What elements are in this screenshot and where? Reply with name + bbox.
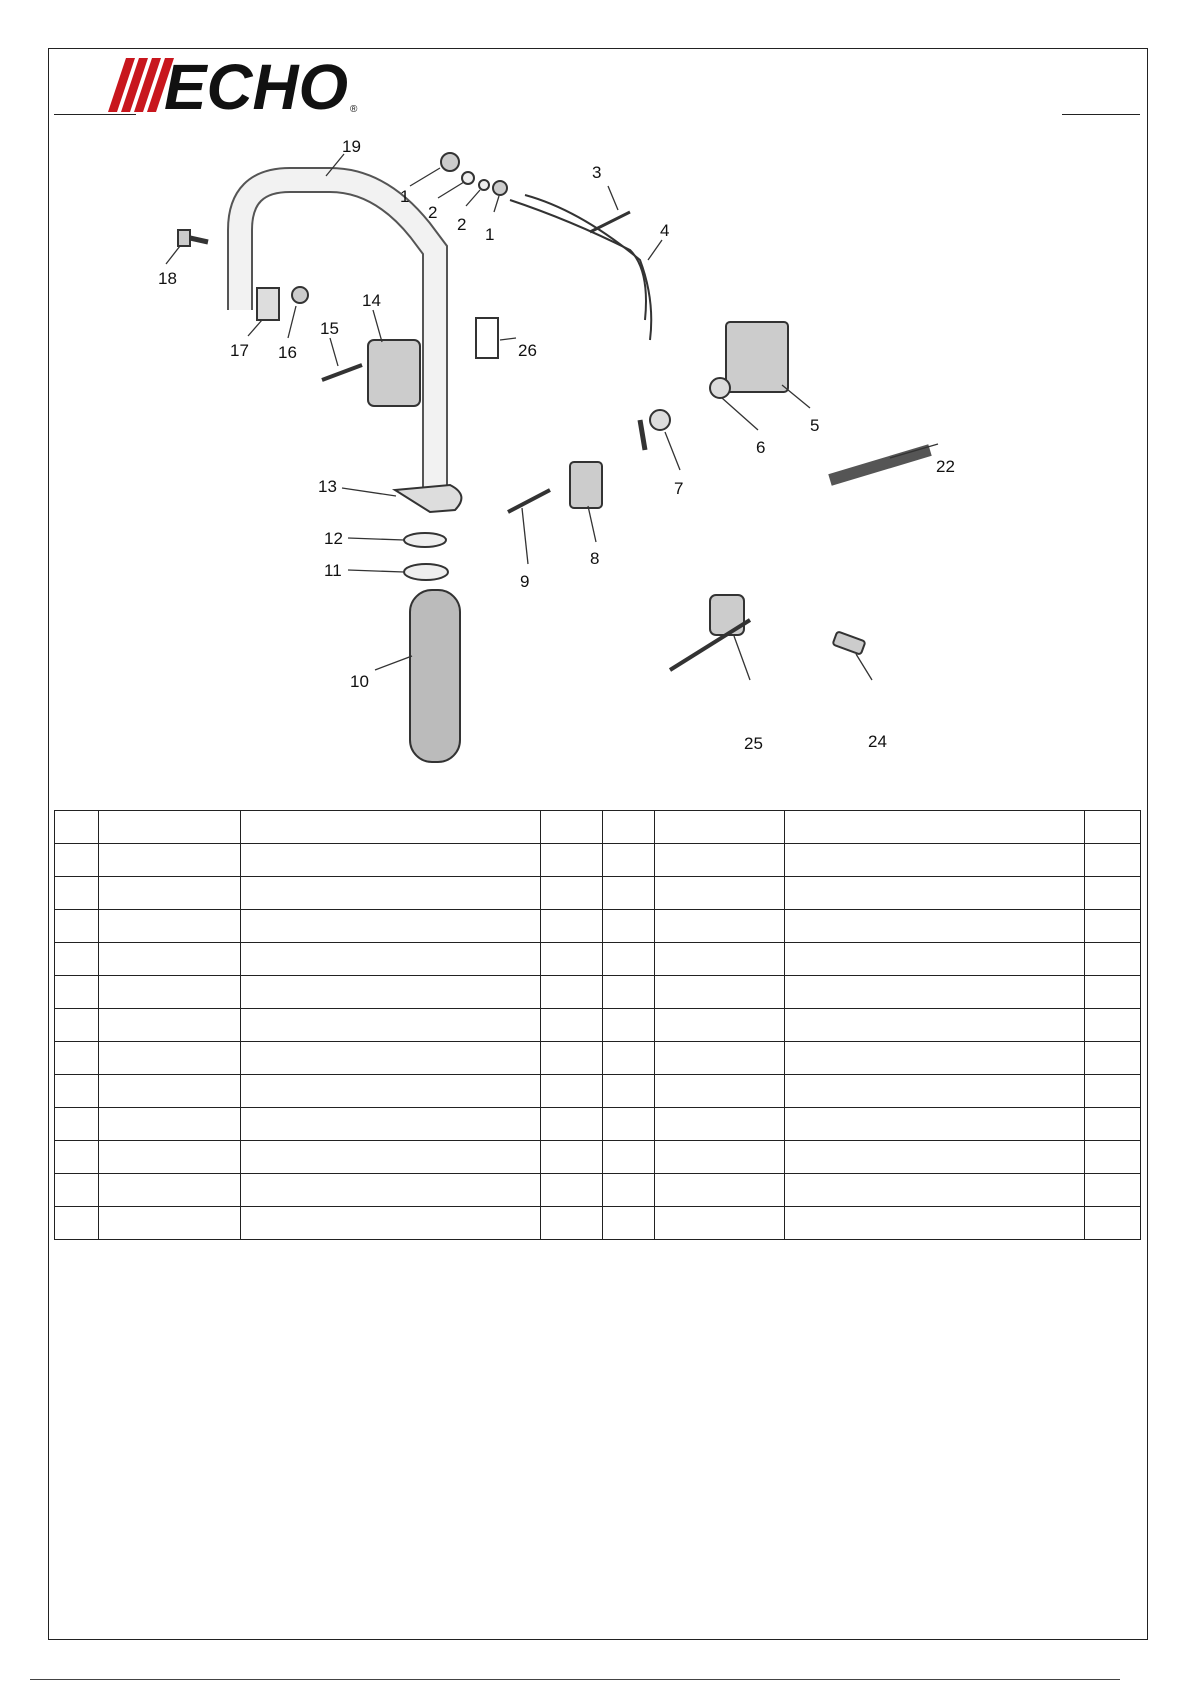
table-cell [541, 976, 603, 1009]
table-cell [541, 1174, 603, 1207]
callout-label: 18 [158, 269, 177, 288]
callout-label: 2 [428, 203, 438, 222]
screw-part [508, 490, 550, 512]
table-cell [541, 1042, 603, 1075]
table-row [55, 943, 1141, 976]
table-cell [1085, 1174, 1141, 1207]
callout-label: 19 [342, 140, 361, 156]
table-cell [603, 844, 655, 877]
table-cell [785, 811, 1085, 844]
table-cell [99, 976, 241, 1009]
table-cell [1085, 844, 1141, 877]
table-row [55, 1009, 1141, 1042]
table-cell [655, 1174, 785, 1207]
leader-lines [166, 154, 938, 680]
lever-part [640, 420, 645, 450]
table-cell [241, 1042, 541, 1075]
table-cell [785, 1075, 1085, 1108]
table-cell [603, 1108, 655, 1141]
table-row [55, 1075, 1141, 1108]
exploded-parts-diagram [130, 140, 1060, 790]
table-cell [55, 877, 99, 910]
table-row [55, 910, 1141, 943]
callout-label: 5 [810, 416, 820, 435]
table-cell [541, 877, 603, 910]
table-cell [655, 811, 785, 844]
callout-label: 16 [278, 343, 297, 362]
table-cell [1085, 877, 1141, 910]
washer-part [404, 564, 448, 580]
washer-part [479, 180, 489, 190]
clamp-part [257, 288, 279, 320]
table-cell [655, 844, 785, 877]
table-row [55, 1141, 1141, 1174]
bracket-part [726, 322, 788, 392]
table-cell [55, 1108, 99, 1141]
table-cell [655, 877, 785, 910]
callout-label: 12 [324, 529, 343, 548]
table-cell [241, 943, 541, 976]
table-cell [1085, 1075, 1141, 1108]
table-cell [785, 1174, 1085, 1207]
plate-part [395, 485, 461, 512]
table-cell [55, 976, 99, 1009]
switch-part [570, 462, 602, 508]
table-cell [655, 1042, 785, 1075]
table-cell [603, 1042, 655, 1075]
spring-part [710, 378, 730, 398]
table-cell [1085, 1042, 1141, 1075]
table-cell [1085, 943, 1141, 976]
callout-label: 11 [324, 561, 342, 580]
callout-label: 24 [868, 732, 887, 751]
table-cell [241, 1108, 541, 1141]
table-cell [541, 943, 603, 976]
table-cell [99, 943, 241, 976]
table-cell [785, 844, 1085, 877]
table-cell [99, 877, 241, 910]
table-cell [55, 811, 99, 844]
table-cell [785, 1009, 1085, 1042]
label-sticker-part [476, 318, 498, 358]
pin-part [833, 631, 866, 654]
table-cell [99, 1141, 241, 1174]
table-cell [55, 910, 99, 943]
table-cell [655, 1141, 785, 1174]
callout-label: 14 [362, 291, 381, 310]
table-header-row [55, 811, 1141, 844]
table-row [55, 1042, 1141, 1075]
table-cell [785, 877, 1085, 910]
callout-labels [158, 140, 955, 753]
table-cell [99, 811, 241, 844]
table-cell [1085, 1009, 1141, 1042]
table-cell [541, 811, 603, 844]
table-cell [241, 1141, 541, 1174]
table-cell [655, 1207, 785, 1240]
table-cell [241, 811, 541, 844]
table-cell [655, 1009, 785, 1042]
echo-logo [104, 54, 364, 116]
table-cell [785, 910, 1085, 943]
table-cell [603, 1174, 655, 1207]
bolt-shank [190, 238, 208, 242]
table-cell [655, 1075, 785, 1108]
table-cell [99, 1075, 241, 1108]
table-cell [785, 1141, 1085, 1174]
table-row [55, 976, 1141, 1009]
cable-tie-part [590, 212, 630, 232]
table-cell [1085, 811, 1141, 844]
nut-part [493, 181, 507, 195]
table-cell [55, 1009, 99, 1042]
table-cell [241, 877, 541, 910]
table-cell [99, 1009, 241, 1042]
callout-label: 13 [318, 477, 337, 496]
table-cell [55, 1075, 99, 1108]
grip-part [410, 590, 460, 762]
callout-label: 22 [936, 457, 955, 476]
callout-label: 26 [518, 341, 537, 360]
header-rule-right [1062, 114, 1140, 115]
wrench-part [830, 450, 930, 480]
registered-mark: ® [350, 104, 358, 115]
table-cell [1085, 910, 1141, 943]
table-cell [241, 1009, 541, 1042]
table-cell [541, 1075, 603, 1108]
table-cell [603, 976, 655, 1009]
table-cell [1085, 1141, 1141, 1174]
table-cell [99, 1042, 241, 1075]
parts-list-body [55, 811, 1141, 1240]
table-cell [603, 1075, 655, 1108]
table-cell [603, 1141, 655, 1174]
table-cell [541, 910, 603, 943]
table-cell [785, 1108, 1085, 1141]
table-row [55, 877, 1141, 910]
table-cell [99, 1207, 241, 1240]
table-cell [241, 1075, 541, 1108]
table-cell [541, 1009, 603, 1042]
callout-label: 1 [485, 225, 495, 244]
table-cell [55, 1174, 99, 1207]
table-cell [241, 976, 541, 1009]
cable-part [525, 195, 651, 340]
table-row [55, 1207, 1141, 1240]
callout-label: 25 [744, 734, 763, 753]
table-cell [785, 1207, 1085, 1240]
table-cell [603, 1207, 655, 1240]
callout-label: 3 [592, 163, 602, 182]
callout-label: 17 [230, 341, 249, 360]
table-cell [241, 1174, 541, 1207]
table-cell [541, 844, 603, 877]
table-cell [99, 1108, 241, 1141]
callout-label: 2 [457, 215, 467, 234]
nut-part [292, 287, 308, 303]
table-cell [99, 910, 241, 943]
nut-part [441, 153, 459, 171]
table-cell [785, 976, 1085, 1009]
table-cell [603, 943, 655, 976]
screw-part [322, 365, 362, 380]
table-cell [603, 877, 655, 910]
parts-list-table [54, 810, 1141, 1240]
table-cell [655, 1108, 785, 1141]
table-cell [541, 1141, 603, 1174]
callout-label: 6 [756, 438, 766, 457]
table-cell [241, 1207, 541, 1240]
callout-label: 1 [400, 187, 410, 206]
table-row [55, 844, 1141, 877]
ring-part [404, 533, 446, 547]
table-cell [1085, 1207, 1141, 1240]
table-cell [99, 844, 241, 877]
table-cell [55, 1042, 99, 1075]
lever-disc-part [650, 410, 670, 430]
table-cell [55, 844, 99, 877]
table-cell [55, 943, 99, 976]
table-cell [241, 844, 541, 877]
table-row [55, 1108, 1141, 1141]
bolt-part [178, 230, 190, 246]
callout-label: 9 [520, 572, 530, 591]
table-cell [785, 1042, 1085, 1075]
callout-label: 15 [320, 319, 339, 338]
logo-wordmark: ECHO [164, 54, 348, 116]
throttle-case-part [368, 340, 420, 406]
callout-label: 10 [350, 672, 369, 691]
callout-label: 7 [674, 479, 684, 498]
table-cell [603, 910, 655, 943]
table-cell [655, 943, 785, 976]
table-cell [1085, 1108, 1141, 1141]
table-cell [99, 1174, 241, 1207]
table-row [55, 1174, 1141, 1207]
callout-label: 4 [660, 221, 670, 240]
table-cell [603, 811, 655, 844]
table-cell [785, 943, 1085, 976]
table-cell [241, 910, 541, 943]
table-cell [541, 1207, 603, 1240]
footer-rule [30, 1679, 1120, 1680]
table-cell [55, 1207, 99, 1240]
table-cell [55, 1141, 99, 1174]
table-cell [655, 976, 785, 1009]
table-cell [1085, 976, 1141, 1009]
table-cell [541, 1108, 603, 1141]
table-cell [603, 1009, 655, 1042]
callout-label: 8 [590, 549, 600, 568]
table-cell [655, 910, 785, 943]
